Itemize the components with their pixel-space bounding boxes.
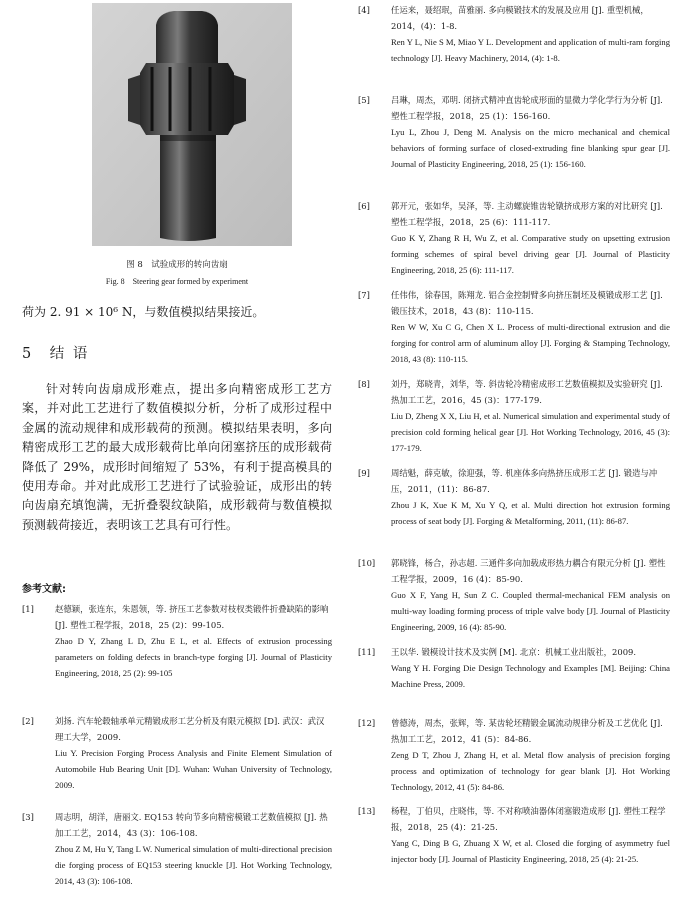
reference-text-en: Ren W W, Xu C G, Chen X L. Process of multi-directional extrusion and die forging for control arm of aluminum alloy [J]. Forging & Stamping Technology, 2018, 43 (8): 110-115. bbox=[391, 322, 670, 364]
reference-number: [7] bbox=[358, 290, 370, 300]
figure-8-photo bbox=[92, 3, 292, 246]
reference-item bbox=[358, 644, 670, 692]
reference-text-en: Yang C, Ding B G, Zhuang X W, et al. Closed die forging of asymmetry fuel injector body [J]. Journal of Plasticity Engineering, 2018, 25 (4): 21-25. bbox=[391, 838, 670, 864]
reference-text-zh: 郭开元，张如华，吴泽，等. 主动螺旋锥齿轮镦挤成形方案的对比研究 [J]. 塑性工程学报，2018，25 (6)：111-117. bbox=[391, 201, 663, 227]
reference-number: [6] bbox=[358, 201, 370, 211]
steering-gear-image bbox=[92, 3, 292, 246]
reference-number: [1] bbox=[22, 604, 34, 614]
figure-caption-en: Fig. 8 Steering gear formed by experiment bbox=[105, 277, 249, 286]
conclusion-body bbox=[22, 380, 332, 535]
reference-text-en: Guo X F, Yang H, Sun Z C. Coupled thermal-mechanical FEM analysis on multi-way loading forming process of triple valve body [J]. Journal of Plasticity Engineering, 2009, 16 (4): 85-90. bbox=[391, 590, 670, 632]
reference-number: [9] bbox=[358, 468, 370, 478]
reference-number: [5] bbox=[358, 95, 370, 105]
reference-text-en: Liu D, Zheng X X, Liu H, et al. Numerical simulation and experimental study of precision cold forming helical gear [J]. Hot Working Technology, 2016, 45 (3): 177-179. bbox=[391, 411, 670, 453]
reference-item bbox=[358, 465, 670, 529]
reference-text-en: Ren Y L, Nie S M, Miao Y L. Development and application of multi-ram forging technology [J]. Heavy Machinery, 2014, (4): 1-8. bbox=[391, 37, 670, 63]
reference-text-zh: 刘丹，郑晓青，刘华，等. 斜齿轮冷精密成形工艺数值模拟及实验研究 [J]. 热加工工艺，2016，45 (3)：177-179. bbox=[391, 379, 663, 405]
reference-number: [2] bbox=[22, 716, 34, 726]
reference-item bbox=[358, 803, 670, 867]
reference-text-zh: 赵德颖，张连东，朱恩领，等. 挤压工艺参数对枝杈类锻件折叠缺陷的影响 [J]. 塑性工程学报，2018，25 (2)：99-105. bbox=[55, 604, 329, 630]
reference-text-zh: 吕琳，周杰，邓明. 闭挤式精冲直齿轮成形面的显微力学化学行为分析 [J]. 塑性工程学报，2018，25 (1)：156-160. bbox=[391, 95, 663, 121]
paragraph-continuation: 荷为 2. 91 × 10⁶ N，与数值模拟结果接近。 bbox=[22, 305, 265, 319]
reference-item bbox=[22, 601, 332, 681]
reference-text-en: Lyu L, Zhou J, Deng M. Analysis on the micro mechanical and chemical behaviors of forming surface of closed-extruding fine blanking spur gear [J]. Journal of Plasticity Engineering, 2018, 25 (1): 156-160. bbox=[391, 127, 670, 169]
reference-number: [4] bbox=[358, 5, 370, 15]
reference-text-zh: 郭晓锋，杨合，孙志超. 三通件多向加载成形热力耦合有限元分析 [J]. 塑性工程学报，2009，16 (4)：85-90. bbox=[391, 558, 666, 584]
reference-text-en: Liu Y. Precision Forging Process Analysis and Finite Element Simulation of Automobile Hub Bearing Unit [D]. Wuhan: Wuhan University of Technology, 2009. bbox=[55, 748, 332, 790]
reference-text-zh: 曾德涛，周杰，张辉，等. 某齿轮坯精锻金属流动规律分析及工艺优化 [J]. 热加工工艺，2012，41 (5)：84-86. bbox=[391, 718, 663, 744]
reference-text-zh: 任伟伟，徐春国，陈翔龙. 铝合金控制臂多向挤压制坯及模锻成形工艺 [J]. 锻压技术，2018，43 (8)：110-115. bbox=[391, 290, 663, 316]
reference-text-en: Zhou J K, Xue K M, Xu Y Q, et al. Multi direction hot extrusion forming process of seat body [J]. Forging & Metalforming, 2011, (11): 86-87. bbox=[391, 500, 670, 526]
reference-text-zh: 周志明，胡洋，唐丽文. EQ153 转向节多向精密模锻工艺数值模拟 [J]. 热加工工艺，2014，43 (3)：106-108. bbox=[55, 812, 328, 838]
reference-number: [13] bbox=[358, 806, 376, 816]
references-heading: 参考文献: bbox=[22, 584, 66, 595]
reference-text-zh: 任运来，聂绍珉，苗雅丽. 多向模锻技术的发展及应用 [J]. 重型机械，2014，(4)：1-8. bbox=[391, 5, 649, 31]
reference-number: [8] bbox=[358, 379, 370, 389]
reference-item bbox=[358, 2, 670, 66]
reference-number: [11] bbox=[358, 647, 376, 657]
reference-text-zh: 王以华. 锻模设计技术及实例 [M]. 北京：机械工业出版社，2009. bbox=[391, 647, 637, 657]
reference-item bbox=[358, 376, 670, 456]
reference-number: [3] bbox=[22, 812, 34, 822]
reference-number: [12] bbox=[358, 718, 376, 728]
reference-item bbox=[358, 715, 670, 795]
reference-text-en: Wang Y H. Forging Die Design Technology and Examples [M]. Beijing: China Machine Press, 2009. bbox=[391, 663, 670, 689]
reference-item bbox=[22, 809, 332, 889]
reference-item bbox=[358, 198, 670, 278]
reference-text-en: Zhou Z M, Hu Y, Tang L W. Numerical simulation of multi-directional precision die forging process of EQ153 steering knuckle [J]. Hot Working Technology, 2014, 43 (3): 106-108. bbox=[55, 844, 332, 886]
reference-text-zh: 周结魁，薛克敏，徐迎强，等. 机座体多向热挤压成形工艺 [J]. 锻造与冲压，2011，(11)：86-87. bbox=[391, 468, 658, 494]
reference-item bbox=[358, 555, 670, 635]
reference-text-en: Guo K Y, Zhang R H, Wu Z, et al. Comparative study on upsetting extrusion forming schemes of spiral bevel driving gear [J]. Journal of Plasticity Engineering, 2018, 25 (6): 111-117. bbox=[391, 233, 670, 275]
reference-item bbox=[22, 713, 332, 793]
reference-text-zh: 杨程，丁伯贝，庄晓伟，等. 不对称喷油器体闭塞锻造成形 [J]. 塑性工程学报，2018，25 (4)：21-25. bbox=[391, 806, 666, 832]
reference-item bbox=[358, 92, 670, 172]
reference-text-en: Zeng D T, Zhou J, Zhang H, et al. Metal flow analysis of precision forging process and optimization of technology for gear blank [J]. Hot Working Technology, 2012, 41 (5): 84-86. bbox=[391, 750, 670, 792]
section-title: 5 结 语 bbox=[22, 346, 90, 362]
reference-text-zh: 刘扬. 汽车轮毂轴承单元精锻成形工艺分析及有限元模拟 [D]. 武汉：武汉理工大学，2009. bbox=[55, 716, 325, 742]
reference-number: [10] bbox=[358, 558, 376, 568]
conclusion-paragraph: 针对转向齿扇成形难点，提出多向精密成形工艺方案，并对此工艺进行了数值模拟分析，分析了成形过程中金属的流动规律和成形载荷的预测。模拟结果表明，多向精密成形工艺的最大成形载荷比单向闭塞挤压的成形载荷降低了 29%，成形时间缩短了 53%，有利于提高模具的使用寿命。并对此成形工艺进行了试验验证，成形出的转向齿扇充填饱满，无折叠裂纹缺陷，成形载荷与数值模拟预测载荷接近，表明该工艺具有可行性。 bbox=[22, 382, 332, 532]
reference-text-en: Zhao D Y, Zhang L D, Zhu E L, et al. Effects of extrusion processing parameters on folding defects in branch-type forging [J]. Journal of Plasticity Engineering, 2018, 25 (2): 99-105 bbox=[55, 636, 332, 678]
reference-item bbox=[358, 287, 670, 367]
figure-caption-zh: 图 8 试验成形的转向齿扇 bbox=[126, 260, 228, 270]
